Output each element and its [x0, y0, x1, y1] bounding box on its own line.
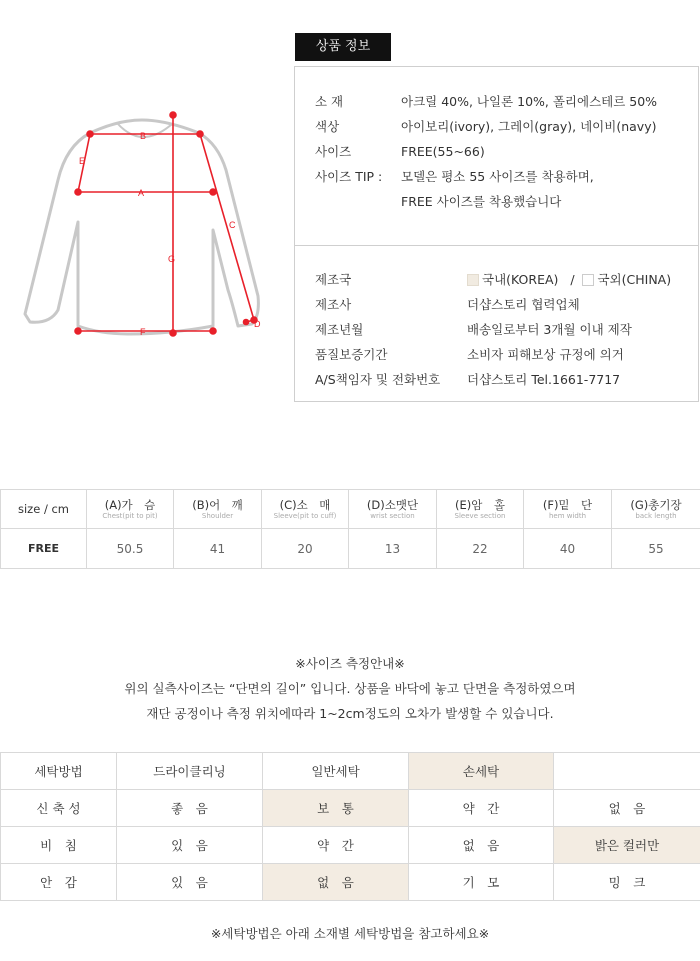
- size-col-wrist: [349, 490, 437, 529]
- wash-note: ※세탁방법은 아래 소재별 세탁방법을 참고하세요※: [210, 926, 490, 941]
- spec-row-size-tip: [315, 164, 690, 189]
- size-table: [0, 489, 700, 569]
- col-label: (C)소 매: [279, 497, 331, 512]
- care-row-label: 신 축 성: [1, 790, 117, 827]
- size-note-line-2: 재단 공정이나 측정 위치에따라 1~2cm정도의 오차가 발생할 수 있습니다.: [146, 706, 554, 721]
- label-b: B: [140, 131, 147, 141]
- col-label: (D)소맷단: [366, 497, 419, 512]
- care-table: [0, 752, 700, 901]
- size-col-armhole: [437, 490, 524, 529]
- made-row-warranty: [315, 342, 690, 367]
- made-label: A/S책임자 및 전화번호: [315, 372, 441, 387]
- made-value: 배송일로부터 3개월 이내 제작: [467, 322, 632, 337]
- care-row-label: 안 감: [1, 864, 117, 901]
- label-f: F: [140, 327, 146, 337]
- product-info-box: [294, 66, 699, 402]
- spec-row-size: [315, 139, 690, 164]
- care-row-stretch: [1, 790, 700, 827]
- size-value-cell: 41: [174, 529, 262, 569]
- care-cell: 없 음: [554, 790, 700, 827]
- manufacturing-info-list: [315, 267, 690, 392]
- col-sublabel: back length: [635, 511, 677, 520]
- spec-value: 아크릴 40%, 나일론 10%, 폴리에스테르 50%: [401, 94, 658, 109]
- size-col-sleeve: [262, 490, 349, 529]
- col-label: (B)어 깨: [192, 497, 243, 512]
- care-row-label: 비 침: [1, 827, 117, 864]
- size-value-cell: 22: [437, 529, 524, 569]
- product-spec-list: [315, 89, 690, 214]
- size-note-line-1: 위의 실측사이즈는 “단면의 길이” 입니다. 상품을 바닥에 놓고 단면을 측정하였으며: [124, 681, 576, 696]
- made-value: 소비자 피해보상 규정에 의거: [467, 347, 624, 362]
- made-row-date: [315, 317, 690, 342]
- col-sublabel: Sleeve section: [454, 511, 506, 520]
- made-label: 품질보증기간: [315, 347, 388, 362]
- korea-checkbox: [467, 274, 479, 286]
- col-sublabel: Shoulder: [201, 511, 234, 520]
- size-value-cell: 55: [612, 529, 700, 569]
- made-row-as-contact: [315, 367, 690, 392]
- size-col-shoulder: [174, 490, 262, 529]
- size-value-cell: 13: [349, 529, 437, 569]
- col-label: (A)가 슴: [104, 497, 156, 512]
- size-col-hem: [524, 490, 612, 529]
- spec-row-size-tip-2: [315, 189, 690, 214]
- care-cell-selected: 없 음: [263, 864, 409, 901]
- care-cell: 밍 크: [554, 864, 700, 901]
- size-name-cell: FREE: [1, 529, 87, 569]
- care-row-label: 세탁방법: [1, 753, 117, 790]
- spec-label: 사이즈: [315, 144, 352, 159]
- care-row-wash: [1, 753, 700, 790]
- spec-row-material: [315, 89, 690, 114]
- size-value-cell: 20: [262, 529, 349, 569]
- spec-label: 색상: [315, 119, 340, 134]
- made-row-origin: [315, 267, 690, 292]
- info-divider: [295, 245, 698, 246]
- made-row-maker: [315, 292, 690, 317]
- sweater-illustration: [20, 110, 280, 350]
- sweater-outline: [25, 120, 258, 334]
- care-row-lining: [1, 864, 700, 901]
- made-label: 제조년월: [315, 322, 364, 337]
- spec-value: FREE(55~66): [401, 144, 485, 159]
- origin-options: [467, 267, 671, 292]
- size-table-row: [1, 529, 700, 569]
- made-label: 제조사: [315, 297, 352, 312]
- spec-value: 아이보리(ivory), 그레이(gray), 네이비(navy): [401, 119, 657, 134]
- size-col-length: [612, 490, 700, 529]
- china-option-label: 국외(CHINA): [597, 272, 672, 287]
- care-cell: 약 간: [409, 790, 554, 827]
- col-label: (G)총기장: [630, 497, 682, 512]
- made-label: 제조국: [315, 272, 352, 287]
- care-cell: [554, 753, 700, 790]
- care-cell: 기 모: [409, 864, 554, 901]
- label-c: C: [229, 220, 236, 230]
- care-cell: 약 간: [263, 827, 409, 864]
- size-value-cell: 50.5: [87, 529, 174, 569]
- spec-value: 모델은 평소 55 사이즈를 착용하며,: [401, 169, 594, 184]
- care-cell: 있 음: [117, 827, 263, 864]
- label-d: D: [254, 319, 261, 329]
- care-cell: 일반세탁: [263, 753, 409, 790]
- garment-measurement-diagram: [20, 110, 280, 350]
- size-value-cell: 40: [524, 529, 612, 569]
- care-cell: 있 음: [117, 864, 263, 901]
- care-row-sheerness: [1, 827, 700, 864]
- col-label: (E)암 홀: [455, 497, 505, 512]
- spec-value: FREE 사이즈를 착용했습니다: [401, 194, 562, 209]
- col-sublabel: Chest(pit to pit): [102, 511, 158, 520]
- care-cell-selected: 보 통: [263, 790, 409, 827]
- origin-separator: /: [570, 272, 575, 287]
- korea-option-label: 국내(KOREA): [482, 272, 559, 287]
- col-sublabel: Sleeve(pit to cuff): [273, 511, 337, 520]
- size-col-chest: [87, 490, 174, 529]
- made-value: 더샵스토리 Tel.1661-7717: [467, 372, 621, 387]
- col-sublabel: wrist section: [370, 511, 415, 520]
- col-sublabel: hem width: [548, 511, 587, 520]
- label-g: G: [168, 254, 176, 264]
- label-a: A: [138, 188, 145, 198]
- size-note-title: ※사이즈 측정안내※: [295, 656, 405, 671]
- care-cell: 없 음: [409, 827, 554, 864]
- spec-label: 소 재: [315, 94, 344, 109]
- made-value: 더샵스토리 협력업체: [467, 297, 580, 312]
- label-e: E: [79, 156, 86, 166]
- care-cell: 드라이클리닝: [117, 753, 263, 790]
- care-cell: 좋 음: [117, 790, 263, 827]
- china-checkbox: [582, 274, 594, 286]
- size-corner-cell: size / cm: [1, 490, 87, 529]
- product-info-tab: 상품 정보: [295, 33, 391, 61]
- col-label: (F)밑 단: [542, 497, 593, 512]
- care-cell-selected: 손세탁: [409, 753, 554, 790]
- care-cell-selected: 밝은 컬러만: [554, 827, 700, 864]
- spec-row-color: [315, 114, 690, 139]
- size-table-header: [1, 490, 700, 529]
- spec-label: 사이즈 TIP :: [315, 169, 383, 184]
